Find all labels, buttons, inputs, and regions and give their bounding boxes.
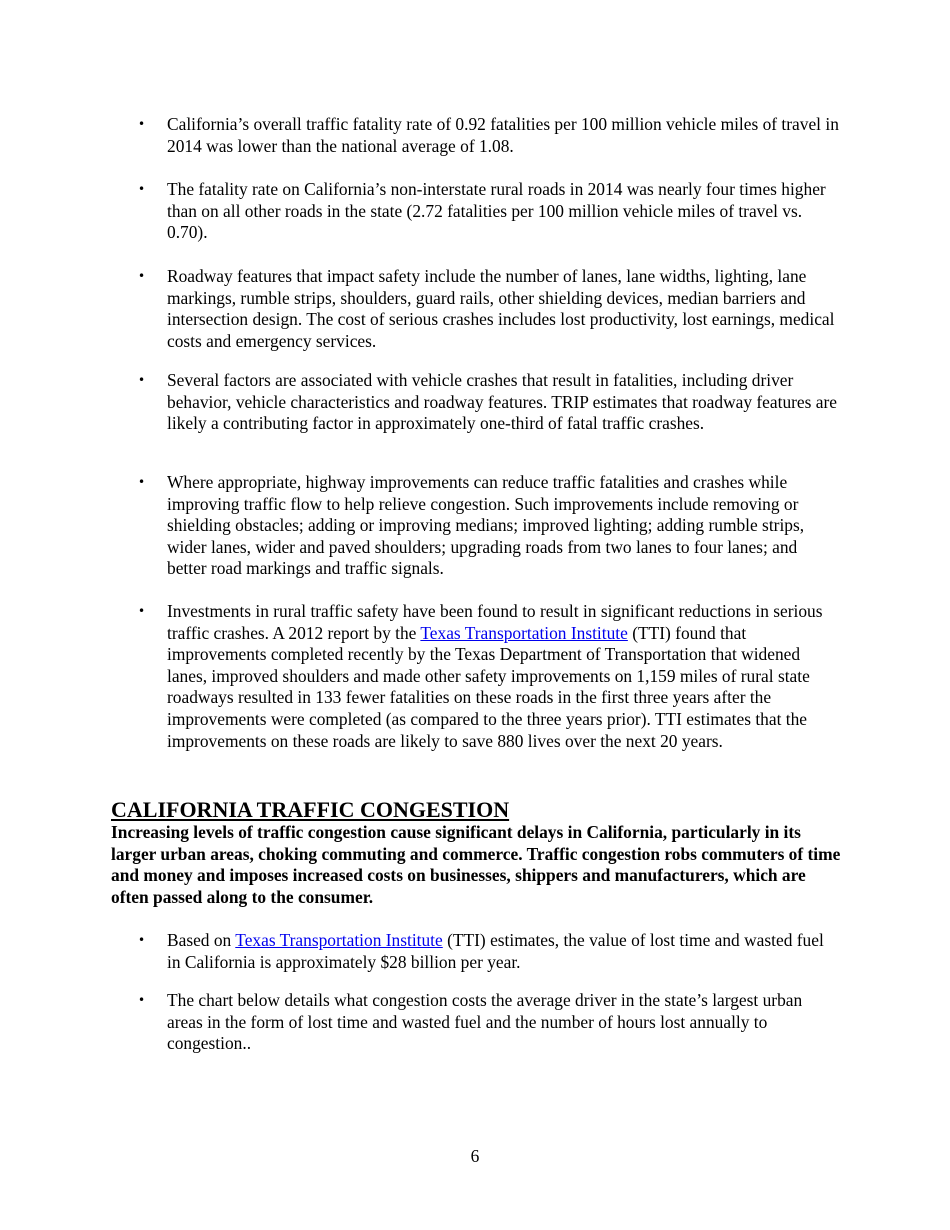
- bullet-marker: •: [138, 604, 146, 618]
- page-number: 6: [470, 1146, 480, 1166]
- bullet-marker: •: [138, 269, 146, 283]
- bullet-item-rural-roads: [138, 179, 839, 244]
- tti-report-link[interactable]: Texas Transportation Institute: [420, 622, 628, 643]
- bullet-marker: •: [138, 117, 146, 131]
- bullet-marker: •: [138, 373, 146, 387]
- bullet-text: Several factors are associated with vehicle crashes that result in fatalities, including driver behavior, vehicle characteristics and roadway features. TRIP estimates that roadway features are likely a contributing factor in approximately one-third of fatal traffic crashes.: [167, 370, 837, 434]
- bullet-text-after-link: (TTI) estimates, the value of lost time and wasted fuel in California is approximately $28 billion per year.: [167, 930, 824, 972]
- bullet-marker: •: [138, 182, 146, 196]
- bullet-item-chart-intro: [138, 990, 839, 1055]
- bullet-marker: •: [138, 933, 146, 947]
- bullet-text: California’s overall traffic fatality rate of 0.92 fatalities per 100 million vehicle miles of travel in 2014 was lower than the national average of 1.08.: [167, 114, 839, 156]
- section-heading-congestion: CALIFORNIA TRAFFIC CONGESTION: [111, 797, 510, 822]
- bullet-item-congestion-cost: [138, 930, 839, 973]
- bullet-text: The fatality rate on California’s non-interstate rural roads in 2014 was nearly four times higher than on all other roads in the state (2.72 fatalities per 100 million vehicle miles of travel vs. 0.70).: [167, 179, 826, 243]
- bullet-marker: •: [138, 993, 146, 1007]
- bullet-item-highway-improvements: [138, 472, 839, 580]
- bullet-marker: •: [138, 475, 146, 489]
- bullet-text-after-link: (TTI) found that improvements completed recently by the Texas Department of Transportation that widened lanes, improved shoulders and made other safety improvements on 1,159 miles of rural state roadways resulted in 133 fewer fatalities on these roads in the first three years after the improvements were completed (as compared to the three years prior). TTI estimates that the improvements on these roads are likely to save 880 lives over the next 20 years.: [167, 622, 810, 751]
- bullet-item-crash-factors: [138, 370, 839, 435]
- bullet-item-roadway-features: [138, 266, 839, 352]
- bullet-text: Roadway features that impact safety include the number of lanes, lane widths, lighting, lane markings, rumble strips, shoulders, guard rails, other shielding devices, median barriers and intersection design. The cost of serious crashes includes lost productivity, lost earnings, medical costs and emergency services.: [167, 266, 835, 351]
- bullet-text: Where appropriate, highway improvements can reduce traffic fatalities and crashes while improving traffic flow to help relieve congestion. Such improvements include removing or shielding obstacles; adding or improving medians; improved lighting; adding rumble strips, wider lanes, wider and paved shoulders; upgrading roads from two lanes to four lanes; and better road markings and traffic signals.: [167, 472, 805, 579]
- bullet-text: The chart below details what congestion costs the average driver in the state’s largest urban areas in the form of lost time and wasted fuel and the number of hours lost annually to congestion..: [167, 990, 803, 1054]
- bullet-text-before-link: Based on: [167, 930, 236, 950]
- bullet-item-rural-investments: [138, 601, 839, 752]
- bullet-text-before-link: Investments in rural traffic safety have been found to result in significant reductions in serious traffic crashes. A 2012 report by the: [167, 601, 823, 643]
- tti-estimates-link[interactable]: Texas Transportation Institute: [235, 930, 443, 950]
- bullet-item-fatality-rate: [138, 114, 839, 157]
- section-intro-congestion: Increasing levels of traffic congestion cause significant delays in California, particularly in its larger urban areas, choking commuting and commerce. Traffic congestion robs commuters of time and money and imposes increased costs on businesses, shippers and manufacturers, which are often passed along to the consumer.: [111, 822, 841, 907]
